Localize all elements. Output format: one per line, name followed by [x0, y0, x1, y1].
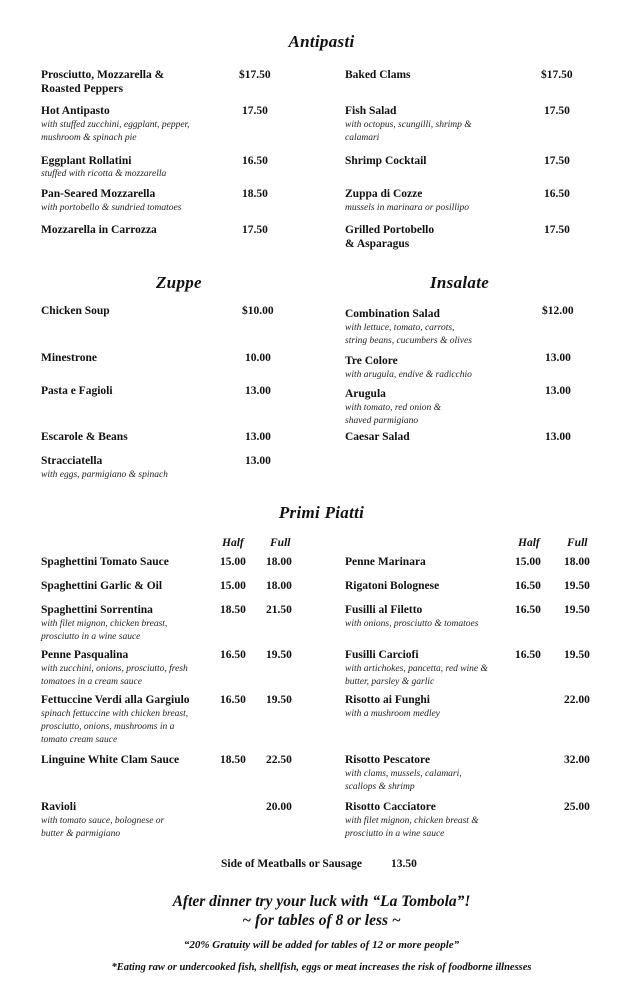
- menu-item-half-price: 16.50: [515, 604, 541, 616]
- menu-item-half-price: 16.50: [220, 649, 246, 661]
- menu-item-desc: with octopus, scungilli, shrimp &: [345, 120, 472, 130]
- menu-item-name: Stracciatella: [41, 455, 103, 467]
- menu-item-price: $12.00: [542, 305, 574, 317]
- menu-item-full-price: 19.50: [564, 580, 590, 592]
- menu-item-price: 17.50: [544, 155, 570, 167]
- menu-item-name: Eggplant Rollatini: [41, 155, 132, 167]
- side-item-name: Side of Meatballs or Sausage: [221, 858, 362, 870]
- menu-item-full-price: 22.50: [266, 754, 292, 766]
- menu-item-price: 17.50: [242, 224, 268, 236]
- gratuity-notice: “20% Gratuity will be added for tables of 12 or more people”: [183, 939, 460, 951]
- menu-item-name: Spaghettini Sorrentina: [41, 604, 153, 616]
- menu-item-desc: mussels in marinara or posillipo: [345, 203, 470, 213]
- menu-item-name: Risotto Cacciatore: [345, 801, 436, 813]
- menu-item-full-price: 19.50: [564, 649, 590, 661]
- half-column-header: Half: [222, 537, 244, 549]
- menu-item-half-price: 15.00: [515, 556, 541, 568]
- menu-item-desc: spinach fettuccine with chicken breast,: [41, 709, 189, 719]
- menu-item-desc: with portobello & sundried tomatoes: [41, 203, 182, 213]
- menu-item-price: 10.00: [245, 352, 271, 364]
- menu-item-name: Rigatoni Bolognese: [345, 580, 440, 592]
- menu-item-half-price: 18.50: [220, 754, 246, 766]
- menu-item-name: Fusilli al Filetto: [345, 604, 423, 616]
- menu-item-name: Pasta e Fagioli: [41, 385, 113, 397]
- antipasti-heading: Antipasti: [288, 32, 355, 51]
- menu-item-name: Fish Salad: [345, 105, 397, 117]
- menu-item-full-price: 22.00: [564, 694, 590, 706]
- menu-item-name: Pan-Seared Mozzarella: [41, 188, 156, 200]
- menu-item-desc: with stuffed zucchini, eggplant, pepper,: [41, 120, 190, 130]
- menu-item-name: Grilled Portobello: [345, 224, 435, 236]
- menu-item-name: Tre Colore: [345, 355, 398, 367]
- menu-item-price: 16.50: [544, 188, 570, 200]
- zuppe-heading: Zuppe: [156, 273, 202, 292]
- menu-item-price: 17.50: [544, 105, 570, 117]
- menu-item-full-price: 20.00: [266, 801, 292, 813]
- menu-item-desc: with tomato sauce, bolognese or: [41, 816, 165, 826]
- menu-item-desc: string beans, cucumbers & olives: [345, 336, 472, 346]
- menu-item-name: Fusilli Carciofi: [345, 649, 419, 661]
- menu-item-price: 13.00: [545, 431, 571, 443]
- menu-item-name: Baked Clams: [345, 69, 411, 81]
- full-column-header: Full: [270, 537, 291, 549]
- tombola-promo: After dinner try your luck with “La Tombola”!: [172, 893, 471, 910]
- menu-item-name: Spaghettini Tomato Sauce: [41, 556, 169, 568]
- menu-item-name: Arugula: [345, 388, 386, 400]
- menu-item-name: Risotto ai Funghi: [345, 694, 430, 706]
- menu-item-name: Caesar Salad: [345, 431, 410, 443]
- menu-item-price: 16.50: [242, 155, 268, 167]
- menu-item-name: Fettuccine Verdi alla Gargiulo: [41, 694, 190, 706]
- menu-item-name: Spaghettini Garlic & Oil: [41, 580, 163, 592]
- menu-item-name: Escarole & Beans: [41, 431, 128, 443]
- menu-item-name: Penne Marinara: [345, 556, 426, 568]
- menu-item-half-price: 16.50: [515, 580, 541, 592]
- menu-item-desc: butter, parsley & garlic: [345, 677, 435, 687]
- menu-item-name: Penne Pasqualina: [41, 649, 129, 661]
- menu-item-desc: prosciutto, onions, mushrooms in a: [41, 722, 175, 732]
- menu-item-name: Chicken Soup: [41, 305, 110, 317]
- menu-item-full-price: 19.50: [266, 649, 292, 661]
- menu-item-desc: with tomato, red onion &: [345, 403, 441, 413]
- menu-item-full-price: 18.00: [266, 580, 292, 592]
- menu-item-desc: tomato cream sauce: [41, 735, 118, 745]
- menu-item-full-price: 18.00: [564, 556, 590, 568]
- menu-item-desc: with clams, mussels, calamari,: [345, 769, 462, 779]
- menu-item-desc: butter & parmigiano: [41, 829, 121, 839]
- menu-item-name: Shrimp Cocktail: [345, 155, 427, 167]
- menu-item-price: $17.50: [541, 69, 573, 81]
- menu-item-name: Hot Antipasto: [41, 105, 110, 117]
- menu-item-name-cont: & Asparagus: [345, 238, 410, 250]
- menu-item-desc: shaved parmigiano: [345, 416, 419, 426]
- menu-item-price: 13.00: [545, 385, 571, 397]
- menu-item-desc: stuffed with ricotta & mozzarella: [41, 169, 167, 179]
- food-safety-warning: *Eating raw or undercooked fish, shellfish, eggs or meat increases the risk of foodborne illnesses: [111, 962, 532, 973]
- menu-item-desc: prosciutto in a wine sauce: [345, 829, 445, 839]
- menu-item-name: Prosciutto, Mozzarella &: [41, 69, 165, 81]
- menu-item-price: $10.00: [242, 305, 274, 317]
- half-column-header: Half: [518, 537, 540, 549]
- menu-item-desc: with zucchini, onions, prosciutto, fresh: [41, 664, 188, 674]
- menu-item-full-price: 18.00: [266, 556, 292, 568]
- menu-item-name: Mozzarella in Carrozza: [41, 224, 157, 236]
- menu-item-name: Minestrone: [41, 352, 98, 364]
- menu-item-desc: with arugula, endive & radicchio: [345, 370, 472, 380]
- menu-item-price: $17.50: [239, 69, 271, 81]
- menu-item-desc: with lettuce, tomato, carrots,: [345, 323, 455, 333]
- menu-item-name: Risotto Pescatore: [345, 754, 431, 766]
- menu-item-desc: calamari: [345, 133, 380, 143]
- menu-item-desc: prosciutto in a wine sauce: [41, 632, 141, 642]
- menu-item-half-price: 16.50: [220, 694, 246, 706]
- menu-item-desc: with artichokes, pancetta, red wine &: [345, 664, 488, 674]
- menu-item-full-price: 19.50: [564, 604, 590, 616]
- menu-item-price: 17.50: [242, 105, 268, 117]
- insalate-heading: Insalate: [430, 273, 490, 292]
- primi-piatti-heading: Primi Piatti: [278, 503, 365, 522]
- menu-item-full-price: 19.50: [266, 694, 292, 706]
- menu-item-price: 13.00: [245, 431, 271, 443]
- menu-item-desc: mushroom & spinach pie: [41, 133, 137, 143]
- menu-item-desc: with onions, prosciutto & tomatoes: [345, 619, 479, 629]
- menu-item-half-price: 15.00: [220, 556, 246, 568]
- side-item-price: 13.50: [391, 858, 417, 870]
- menu-item-price: 13.00: [245, 455, 271, 467]
- menu-item-price: 13.00: [245, 385, 271, 397]
- menu-item-price: 17.50: [544, 224, 570, 236]
- menu-item-desc: with a mushroom medley: [345, 709, 440, 719]
- menu-item-desc: with filet mignon, chicken breast,: [41, 619, 168, 629]
- menu-item-half-price: 15.00: [220, 580, 246, 592]
- menu-item-price: 18.50: [242, 188, 268, 200]
- tombola-subtext: ~ for tables of 8 or less ~: [242, 912, 401, 929]
- menu-item-desc: with eggs, parmigiano & spinach: [41, 470, 168, 480]
- menu-item-full-price: 32.00: [564, 754, 590, 766]
- menu-item-full-price: 25.00: [564, 801, 590, 813]
- full-column-header: Full: [567, 537, 588, 549]
- menu-item-name: Zuppa di Cozze: [345, 188, 423, 200]
- menu-item-price: 13.00: [545, 352, 571, 364]
- menu-item-half-price: 16.50: [515, 649, 541, 661]
- menu-item-name: Ravioli: [41, 801, 77, 813]
- menu-item-full-price: 21.50: [266, 604, 292, 616]
- menu-item-half-price: 18.50: [220, 604, 246, 616]
- menu-item-desc: with filet mignon, chicken breast &: [345, 816, 479, 826]
- menu-item-desc: scallops & shrimp: [345, 782, 415, 792]
- menu-item-name: Combination Salad: [345, 308, 440, 320]
- menu-item-desc: tomatoes in a cream sauce: [41, 677, 142, 687]
- menu-item-name-cont: Roasted Peppers: [41, 83, 124, 95]
- menu-item-name: Linguine White Clam Sauce: [41, 754, 180, 766]
